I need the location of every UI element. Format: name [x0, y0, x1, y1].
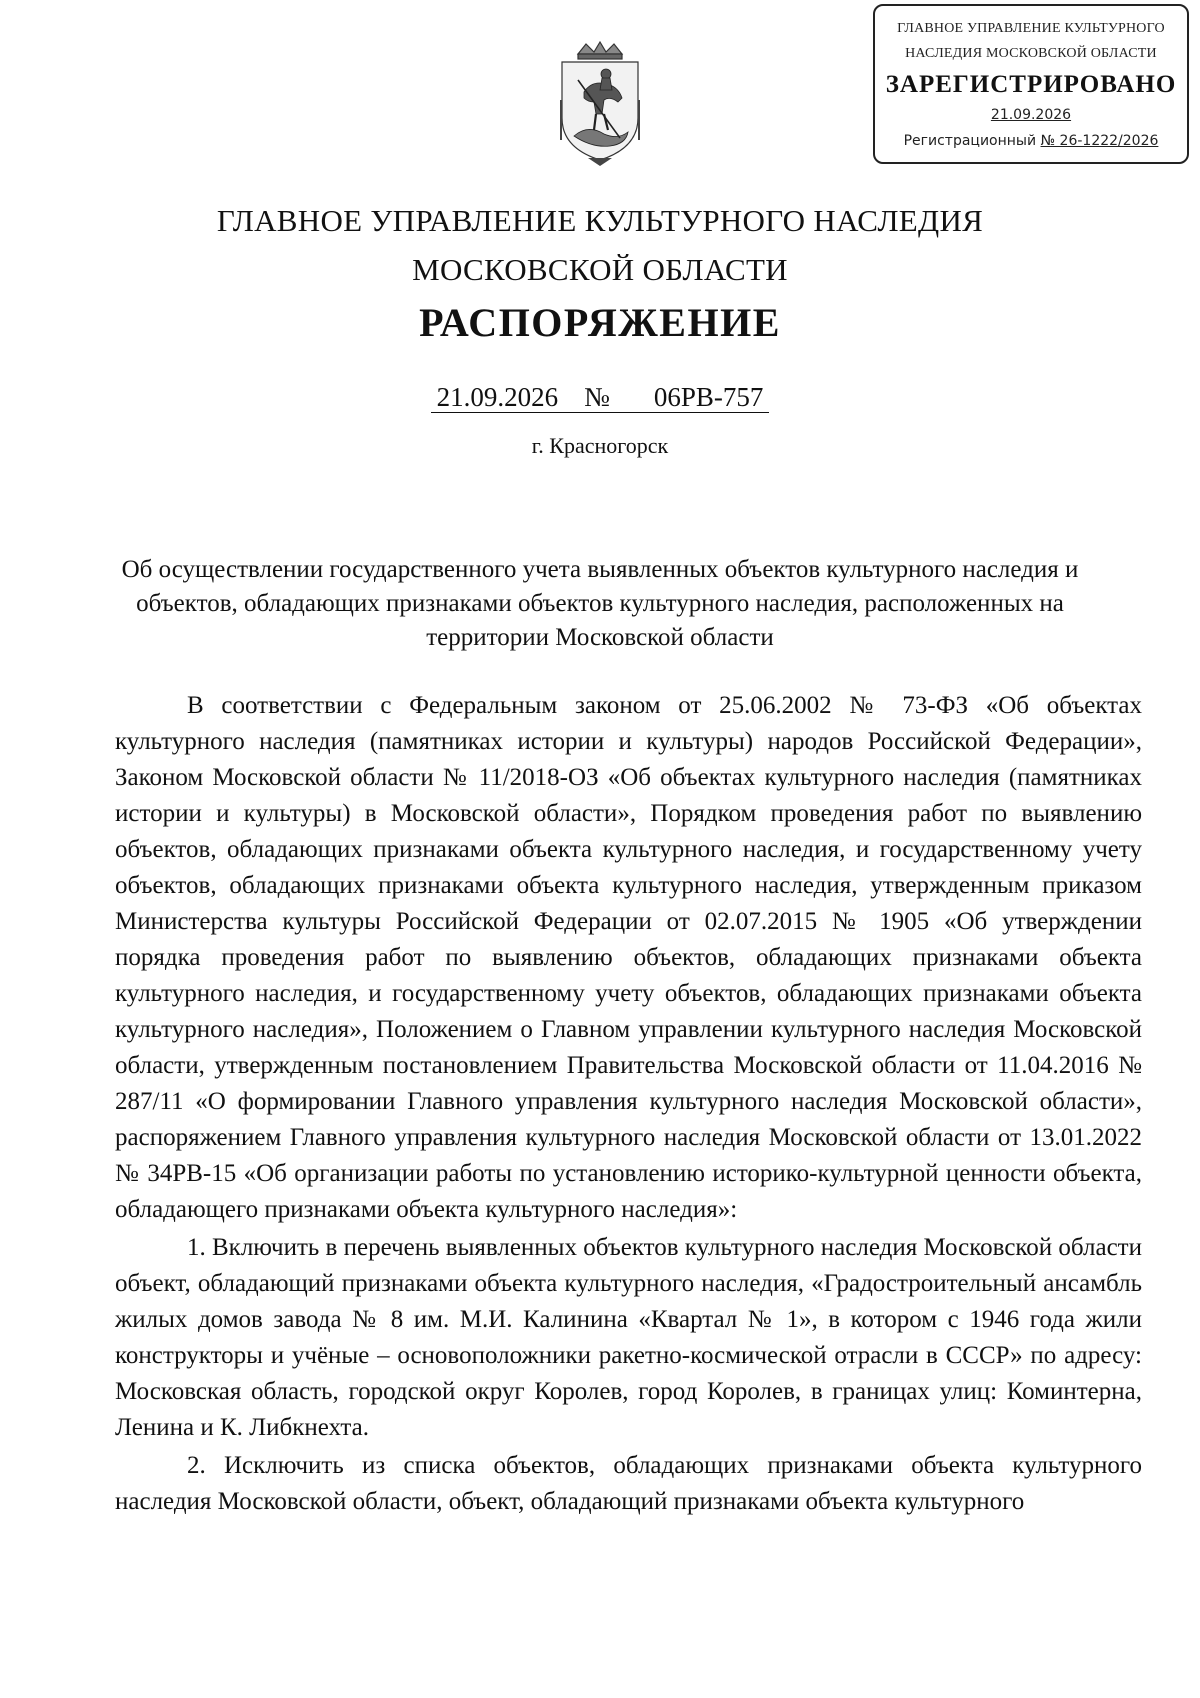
document-number-label: №	[584, 382, 616, 413]
document-date: 21.09.2026	[431, 382, 585, 413]
document-number-line	[0, 380, 1200, 414]
stamp-org-line1: ГЛАВНОЕ УПРАВЛЕНИЕ КУЛЬТУРНОГО	[897, 21, 1165, 36]
stamp-reg-label: Регистрационный	[903, 133, 1037, 149]
org-name-line1: ГЛАВНОЕ УПРАВЛЕНИЕ КУЛЬТУРНОГО НАСЛЕДИЯ	[216, 203, 984, 238]
stamp-registration	[875, 128, 1187, 154]
document-type: РАСПОРЯЖЕНИЕ	[419, 300, 781, 345]
coat-of-arms-icon	[548, 40, 652, 170]
stamp-reg-number: № 26-1222/2026	[1040, 133, 1159, 149]
stamp-org-line2: НАСЛЕДИЯ МОСКОВСКОЙ ОБЛАСТИ	[905, 46, 1157, 61]
body-paragraph-item-2: 2. Исключить из списка объектов, обладающих признаками объекта культурного наследия Московской области, объект, обладающий признаками объекта культурного	[115, 1452, 1142, 1515]
body-paragraph-preamble: В соответствии с Федеральным законом от 25.06.2002 № 73-ФЗ «Об объектах культурного наследия (памятниках истории и культуры) народов Российской Федерации», Законом Московской области № 11/2018-ОЗ «Об объектах культурного наследия (памятниках истории и культуры) в Московской области», Порядком проведения работ по выявлению объектов, обладающих признаками объекта культурного наследия, и государственному учету объектов, обладающих признаками объекта культурного наследия, утвержденным приказом Министерства культуры Российской Федерации от 02.07.2015 № 1905 «Об утверждении порядка проведения работ по выявлению объектов, обладающих признаками объекта культурного наследия, и государственному учету объектов, обладающих признаками объекта культурного наследия», Положением о Главном управлении культурного наследия Московской области, утвержденным постановлением Правительства Московской области от 11.04.2016 № 287/11 «О формировании Главного управления культурного наследия Московской области», распоряжением Главного управления культурного наследия Московской области от 13.01.2022 № 34РВ-15 «Об организации работы по установлению историко-культурной ценности объекта, обладающего признаками объекта культурного наследия»:	[115, 692, 1142, 1223]
org-name-line2: МОСКОВСКОЙ ОБЛАСТИ	[412, 252, 788, 287]
body-paragraph-item-1: 1. Включить в перечень выявленных объектов культурного наследия Московской области объект, обладающий признаками объекта культурного наследия, «Градостроительный ансамбль жилых домов завода № 8 им. М.И. Калинина «Квартал № 1», в котором с 1946 года жили конструкторы и учёные – основоположники ракетно-космической отрасли в СССР» по адресу: Московская область, городской округ Королев, город Королев, в границах улиц: Коминтерна, Ленина и К. Либкнехта.	[115, 1234, 1142, 1441]
registration-stamp	[873, 4, 1189, 164]
document-city: г. Красногорск	[531, 433, 669, 458]
stamp-date: 21.09.2026	[990, 107, 1072, 123]
document-number: 06РВ-757	[616, 382, 770, 413]
stamp-title: ЗАРЕГИСТРИРОВАНО	[885, 71, 1177, 98]
document-body	[115, 688, 1142, 1522]
document-subject: Об осуществлении государственного учета выявленных объектов культурного наследия и объектов, обладающих признаками объектов культурного наследия, расположенных на территории Московской области	[121, 556, 1079, 651]
